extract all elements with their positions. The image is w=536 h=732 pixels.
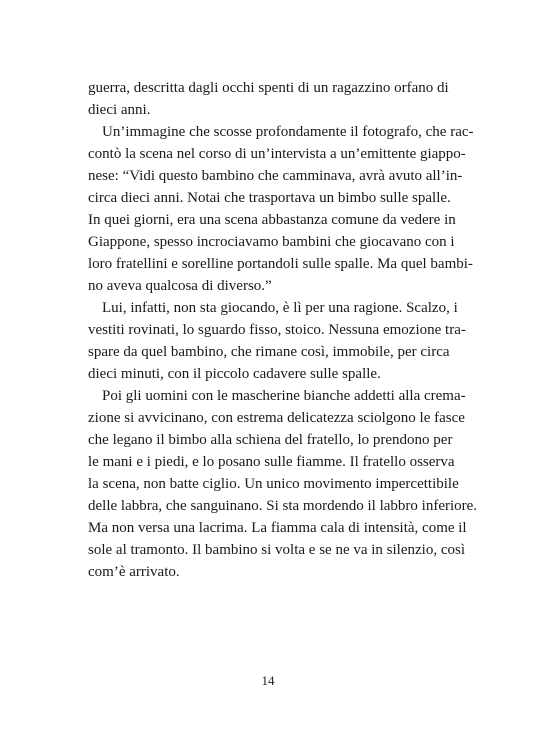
paragraph-2 <box>88 121 474 297</box>
text-line: Ma non versa una lacrima. La fiamma cala di intensità, come il <box>88 520 467 536</box>
text-line: le mani e i piedi, e lo posano sulle fiamme. Il fratello osserva <box>88 454 455 470</box>
text-line: zione si avvicinano, con estrema delicatezza sciolgono le fasce <box>88 410 465 426</box>
page-number: 14 <box>261 673 275 688</box>
paragraph-3 <box>88 297 466 385</box>
text-line: vestiti rovinati, lo sguardo fisso, stoico. Nessuna emozione tra- <box>88 322 466 338</box>
text-line: che legano il bimbo alla schiena del fratello, lo prendono per <box>88 432 453 448</box>
text-line: circa dieci anni. Notai che trasportava un bimbo sulle spalle. <box>88 190 451 206</box>
text-line: Un’immagine che scosse profondamente il fotografo, che rac- <box>102 124 474 140</box>
text-line: Giappone, spesso incrociavamo bambini che giocavano con i <box>88 234 455 250</box>
text-line: nese: “Vidi questo bambino che camminava, avrà avuto all’in- <box>88 168 463 184</box>
paragraph-1 <box>88 77 448 121</box>
text-line: no aveva qualcosa di diverso.” <box>88 278 272 294</box>
text-line: dieci minuti, con il piccolo cadavere sulle spalle. <box>88 366 381 382</box>
text-line: guerra, descritta dagli occhi spenti di un ragazzino orfano di <box>88 80 449 96</box>
body-text <box>88 77 478 583</box>
text-line: com’è arrivato. <box>88 564 180 580</box>
paragraph-4 <box>88 385 478 583</box>
text-line: delle labbra, che sanguinano. Si sta mordendo il labbro inferiore. <box>88 498 478 514</box>
text-line: Lui, infatti, non sta giocando, è lì per una ragione. Scalzo, i <box>102 300 458 316</box>
text-line: spare da quel bambino, che rimane così, immobile, per circa <box>88 344 450 360</box>
text-line: dieci anni. <box>88 102 151 118</box>
text-line: la scena, non batte ciglio. Un unico movimento impercettibile <box>88 476 459 492</box>
text-line: sole al tramonto. Il bambino si volta e se ne va in silenzio, così <box>88 542 465 558</box>
text-line: Poi gli uomini con le mascherine bianche addetti alla crema- <box>102 388 466 404</box>
text-line: In quei giorni, era una scena abbastanza comune da vedere in <box>88 212 456 228</box>
text-line: contò la scena nel corso di un’intervista a un’emittente giappo- <box>88 146 466 162</box>
text-line: loro fratellini e sorelline portandoli sulle spalle. Ma quel bambi- <box>88 256 473 272</box>
